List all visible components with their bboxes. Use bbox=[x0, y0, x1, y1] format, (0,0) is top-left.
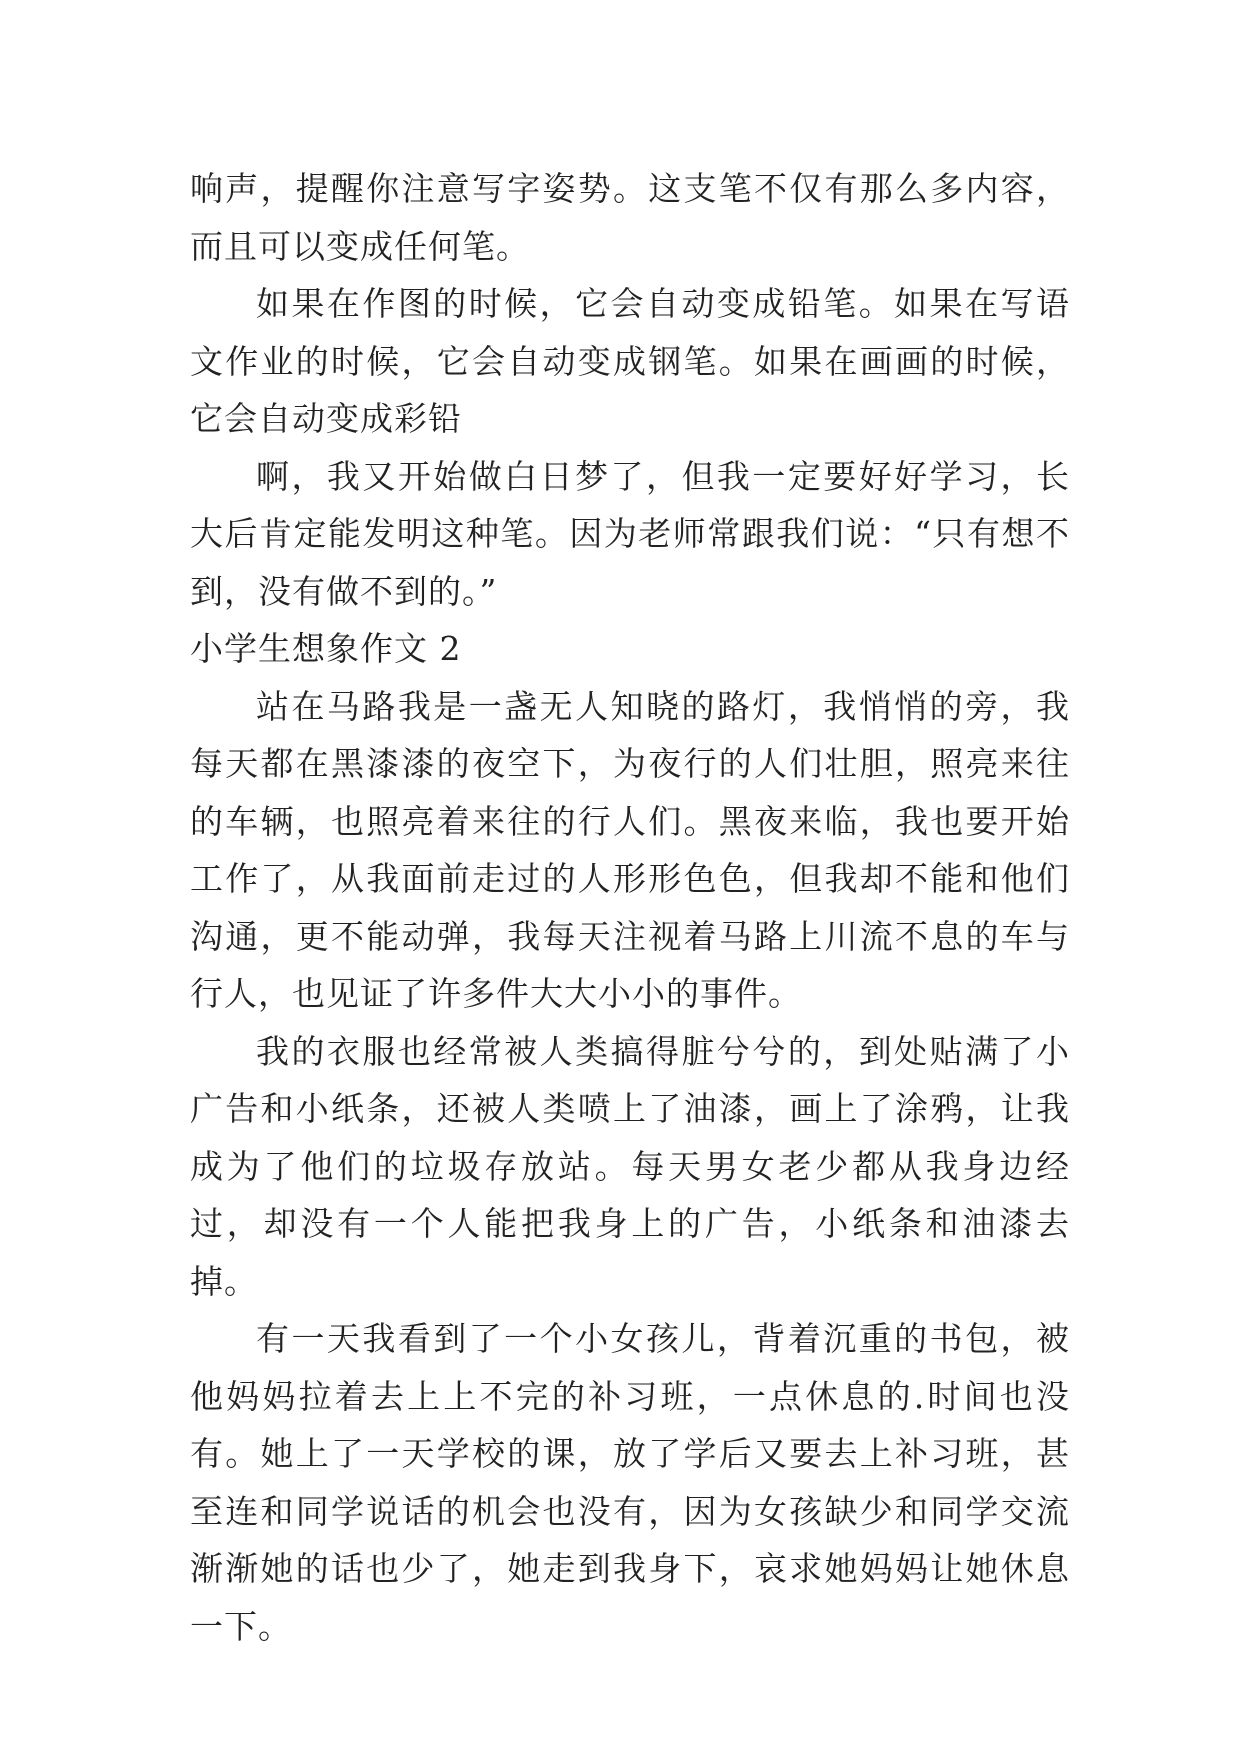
paragraph: 我的衣服也经常被人类搞得脏兮兮的，到处贴满了小广告和小纸条，还被人类喷上了油漆，画上了涂鸦，让我成为了他们的垃圾存放站。每天男女老少都从我身边经过，却没有一个人能把我身上的广告，小纸条和油漆去掉。 bbox=[190, 1031, 1070, 1301]
section-heading: 小学生想象作文 2 bbox=[190, 629, 462, 668]
paragraph: 如果在作图的时候，它会自动变成铅笔。如果在写语文作业的时候，它会自动变成钢笔。如果在画画的时候，它会自动变成彩铅 bbox=[190, 284, 1070, 438]
paragraph: 啊，我又开始做白日梦了，但我一定要好好学习，长大后肯定能发明这种笔。因为老师常跟我们说：“只有想不到，没有做不到的。” bbox=[190, 456, 1070, 611]
paragraph: 响声，提醒你注意写字姿势。这支笔不仅有那么多内容，而且可以变成任何笔。 bbox=[190, 169, 1070, 266]
paragraph: 站在马路我是一盏无人知晓的路灯，我悄悄的旁，我每天都在黑漆漆的夜空下，为夜行的人们壮胆，照亮来往的车辆，也照亮着来往的行人们。黑夜来临，我也要开始工作了，从我面前走过的人形形色色，但我却不能和他们沟通，更不能动弹，我每天注视着马路上川流不息的车与行人，也见证了许多件大大小小的事件。 bbox=[190, 686, 1070, 1013]
paragraph: 有一天我看到了一个小女孩儿，背着沉重的书包，被他妈妈拉着去上上不完的补习班，一点休息的.时间也没有。她上了一天学校的课，放了学后又要去上补习班，甚至连和同学说话的机会也没有，因为女孩缺少和同学交流渐渐她的话也少了，她走到我身下，哀求她妈妈让她休息一下。 bbox=[190, 1319, 1070, 1646]
document-body bbox=[190, 160, 1070, 1655]
